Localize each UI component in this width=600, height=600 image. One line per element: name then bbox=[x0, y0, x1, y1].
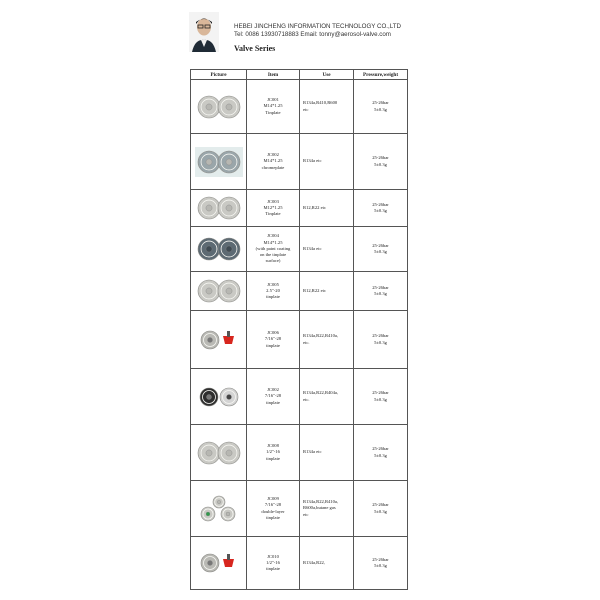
valve-image bbox=[194, 276, 244, 306]
item-text: on the tinplate bbox=[259, 252, 287, 258]
pressure-text: 25-26bar bbox=[372, 556, 389, 562]
table-row bbox=[191, 537, 408, 590]
header-text bbox=[234, 23, 401, 39]
item-text: chromeplate bbox=[261, 164, 285, 170]
item-text: JC002 bbox=[267, 387, 279, 393]
valve-image bbox=[194, 92, 244, 122]
valve-table bbox=[190, 69, 408, 590]
pressure-text: 5±0.3g bbox=[374, 396, 387, 402]
column-header: Use bbox=[300, 70, 354, 80]
use-text: R134a etc bbox=[303, 245, 322, 251]
item-cell bbox=[247, 481, 300, 537]
table-row bbox=[191, 369, 408, 425]
use-text: R134a,R22, bbox=[303, 559, 325, 565]
item-cell bbox=[247, 272, 300, 311]
table-row bbox=[191, 80, 408, 134]
column-header: Item bbox=[247, 70, 300, 80]
table-header-row bbox=[191, 70, 408, 80]
item-text: M12*1.25 bbox=[263, 204, 283, 210]
contact-line: Tel: 0086 13930718883 Email: tonny@aerosol-valve.com bbox=[234, 31, 391, 38]
use-text: etc. bbox=[303, 396, 310, 402]
use-cell bbox=[300, 425, 354, 481]
company-name: HEBEI JINCHENG INFORMATION TECHNOLOGY CO.,LTD bbox=[234, 23, 401, 30]
item-text: JC009 bbox=[267, 496, 279, 502]
pressure-text: 25-26bar bbox=[372, 390, 389, 396]
pressure-text: 25-26bar bbox=[372, 446, 389, 452]
item-text: JC002 bbox=[267, 152, 279, 158]
item-text: 7/16"-28 bbox=[264, 336, 282, 342]
pressure-cell bbox=[354, 311, 408, 369]
valve-image bbox=[194, 325, 244, 355]
picture-cell bbox=[191, 369, 247, 425]
pressure-cell bbox=[354, 80, 408, 134]
item-cell bbox=[247, 80, 300, 134]
item-text: surface) bbox=[265, 258, 281, 264]
use-cell bbox=[300, 481, 354, 537]
item-text: M14*1.25 bbox=[263, 103, 283, 109]
item-text: tinplate bbox=[266, 294, 280, 300]
item-text: tinplate bbox=[266, 399, 280, 405]
table-row bbox=[191, 481, 408, 537]
use-text: R134a,R410,R600 bbox=[303, 100, 338, 106]
use-text: R600a,butane gas bbox=[303, 505, 336, 511]
item-text: 1/2"-16 bbox=[266, 449, 280, 455]
pressure-cell bbox=[354, 134, 408, 190]
use-text: etc bbox=[303, 106, 309, 112]
use-text: R134a etc bbox=[303, 449, 322, 455]
item-text: Tinplate bbox=[265, 109, 281, 115]
pressure-cell bbox=[354, 272, 408, 311]
pressure-text: 5±0.3g bbox=[374, 508, 387, 514]
valve-image bbox=[194, 548, 244, 578]
use-text: etc. bbox=[303, 339, 310, 345]
item-text: tinplate bbox=[266, 566, 280, 572]
series-title: Valve Series bbox=[234, 44, 276, 53]
table-body bbox=[191, 80, 408, 590]
picture-cell bbox=[191, 134, 247, 190]
item-text: JC006 bbox=[267, 330, 279, 336]
valve-image bbox=[194, 494, 244, 524]
column-header: Pressure,weight bbox=[354, 70, 408, 80]
picture-cell bbox=[191, 272, 247, 311]
use-cell bbox=[300, 311, 354, 369]
table-row bbox=[191, 227, 408, 272]
item-text: JC010 bbox=[267, 553, 279, 559]
table-row bbox=[191, 134, 408, 190]
use-text: etc bbox=[303, 511, 309, 517]
item-text: Tinplate bbox=[265, 211, 281, 217]
pressure-text: 25-26bar bbox=[372, 100, 389, 106]
item-text: JC008 bbox=[267, 443, 279, 449]
pressure-text: 5±0.3g bbox=[374, 452, 387, 458]
table-row bbox=[191, 272, 408, 311]
valve-image bbox=[194, 147, 244, 177]
item-text: JC003 bbox=[267, 198, 279, 204]
pressure-text: 5±0.3g bbox=[374, 161, 387, 167]
table-row bbox=[191, 425, 408, 481]
picture-cell bbox=[191, 190, 247, 227]
valve-image bbox=[194, 438, 244, 468]
picture-cell bbox=[191, 311, 247, 369]
item-text: M14*1.25 bbox=[263, 239, 283, 245]
item-cell bbox=[247, 134, 300, 190]
item-text: M14*1.25 bbox=[263, 158, 283, 164]
use-text: R134a,R22,R410a, bbox=[303, 499, 339, 505]
picture-cell bbox=[191, 425, 247, 481]
item-text: JC001 bbox=[267, 97, 279, 103]
use-text: R134a,R22,R404a, bbox=[303, 390, 339, 396]
use-text: R134a,R22,R410a, bbox=[303, 333, 339, 339]
table-row bbox=[191, 311, 408, 369]
item-text: tinplate bbox=[266, 455, 280, 461]
use-cell bbox=[300, 537, 354, 590]
pressure-cell bbox=[354, 481, 408, 537]
item-text: JC004 bbox=[267, 233, 279, 239]
item-cell bbox=[247, 537, 300, 590]
pressure-text: 5±0.3g bbox=[374, 291, 387, 296]
pressure-text: 5±0.3g bbox=[374, 339, 387, 345]
table-row bbox=[191, 190, 408, 227]
picture-cell bbox=[191, 481, 247, 537]
use-text: R12,R22 etc bbox=[303, 287, 326, 293]
item-text: 7/16"-28 bbox=[264, 393, 282, 399]
pressure-text: 25-26bar bbox=[372, 201, 389, 207]
item-cell bbox=[247, 227, 300, 272]
picture-cell bbox=[191, 80, 247, 134]
item-text: 7/16"-28 bbox=[264, 502, 282, 508]
pressure-text: 25-26bar bbox=[372, 284, 389, 290]
valve-image bbox=[194, 382, 244, 412]
use-cell bbox=[300, 80, 354, 134]
use-cell bbox=[300, 369, 354, 425]
item-cell bbox=[247, 311, 300, 369]
pressure-text: 25-26bar bbox=[372, 333, 389, 339]
item-text: 2.5"-20 bbox=[266, 287, 280, 293]
item-text: JC005 bbox=[267, 281, 279, 287]
use-cell bbox=[300, 272, 354, 311]
item-text: double-layer bbox=[261, 508, 285, 514]
header bbox=[189, 12, 419, 58]
item-cell bbox=[247, 425, 300, 481]
item-text: 1/2"-16 bbox=[266, 559, 280, 565]
contact-photo bbox=[189, 12, 219, 52]
item-cell bbox=[247, 190, 300, 227]
valve-image bbox=[194, 193, 244, 223]
pressure-cell bbox=[354, 537, 408, 590]
use-cell bbox=[300, 227, 354, 272]
use-cell bbox=[300, 190, 354, 227]
picture-cell bbox=[191, 537, 247, 590]
pressure-text: 5±0.3g bbox=[374, 249, 387, 254]
pressure-text: 25-26bar bbox=[372, 502, 389, 508]
item-cell bbox=[247, 369, 300, 425]
item-text: tinplate bbox=[266, 342, 280, 348]
item-text: tinplate bbox=[266, 514, 280, 520]
pressure-cell bbox=[354, 425, 408, 481]
pressure-text: 25-26bar bbox=[372, 155, 389, 161]
use-text: R12,R22 etc bbox=[303, 204, 326, 210]
use-text: R134a etc bbox=[303, 158, 322, 164]
pressure-text: 5±0.3g bbox=[374, 106, 387, 112]
column-header: Picture bbox=[191, 70, 247, 80]
use-cell bbox=[300, 134, 354, 190]
item-text: (with paint coating bbox=[255, 245, 291, 251]
pressure-text: 25-26bar bbox=[372, 242, 389, 248]
valve-image bbox=[194, 234, 244, 264]
pressure-cell bbox=[354, 227, 408, 272]
pressure-cell bbox=[354, 369, 408, 425]
pressure-cell bbox=[354, 190, 408, 227]
picture-cell bbox=[191, 227, 247, 272]
pressure-text: 5±0.3g bbox=[374, 563, 387, 568]
pressure-text: 5±0.3g bbox=[374, 208, 387, 213]
